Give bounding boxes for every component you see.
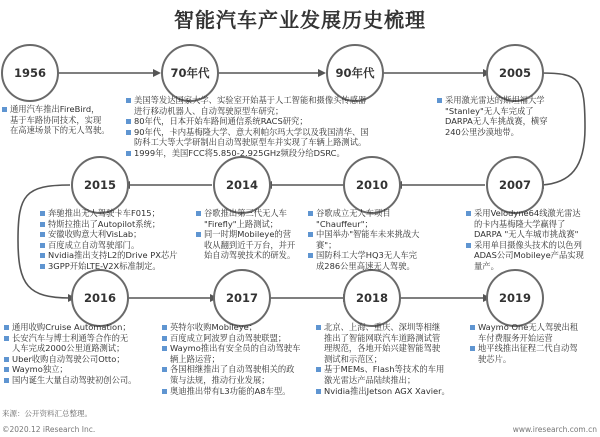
node-label: 90年代 [335, 66, 375, 80]
bullet-icon [4, 378, 9, 383]
list-item [308, 229, 419, 250]
list-item [4, 354, 136, 365]
node-text-2010 [308, 208, 419, 272]
list-item [470, 343, 578, 364]
node-label: 2015 [83, 178, 116, 192]
timeline-node-2018 [343, 269, 401, 327]
bullet-icon [466, 211, 471, 216]
node-label: 2014 [225, 178, 258, 192]
bullet-icon [40, 222, 45, 227]
list-item [4, 364, 136, 375]
item-text: 特斯拉推出了Autopilot系统； [48, 218, 161, 229]
node-label: 2016 [83, 291, 116, 305]
timeline-node-70s [161, 44, 219, 102]
item-text: 谷歌成立无人车项目 "Chauffeur"； [316, 208, 391, 229]
timeline-arrowhead [153, 69, 161, 77]
item-text: 通用收购Cruise Automation； [12, 322, 131, 332]
timeline-arrowhead [318, 69, 326, 77]
list-item [196, 229, 295, 261]
list-item [308, 250, 419, 271]
bullet-icon [470, 346, 475, 351]
item-text: 80年代，日本开始车路间通信系统RACS研究； [134, 116, 308, 127]
bullet-icon [316, 389, 321, 394]
item-text: 奥迪推出带有L3功能的A8车型。 [170, 385, 291, 396]
node-text-2016 [4, 322, 136, 386]
node-text-2005 [437, 95, 548, 137]
bullet-icon [40, 253, 45, 258]
bullet-icon [196, 211, 201, 216]
list-item [2, 104, 110, 136]
list-item [126, 148, 369, 159]
bullet-icon [4, 367, 9, 372]
item-text: 中国举办"智能车未来挑战大 赛"； [316, 229, 420, 250]
source-note: 来源：公开资料汇总整理。 [2, 409, 92, 418]
copyright-text: ©2020.12 iResearch Inc. [2, 425, 96, 434]
item-text: 通用汽车推出FireBird， 基于车路协同技术，实现 在高速场景下的无人驾驶。 [10, 104, 110, 136]
node-label: 1956 [13, 66, 46, 80]
item-text: 90年代，卡内基梅隆大学、意大利帕尔玛大学以及我国清华、国 防科工大等大学研制出自动驾驶原型车并实现了车辆上路测试。 [134, 126, 369, 148]
item-text: Uber收购自动驾驶公司Otto； [12, 353, 125, 364]
bullet-icon [308, 253, 313, 258]
bullet-icon [162, 336, 167, 341]
list-item [126, 127, 369, 148]
bullet-icon [126, 119, 131, 124]
bullet-icon [316, 325, 321, 330]
list-item [466, 208, 584, 240]
item-text: 国防科工大学HQ3无人车完 成286公里高速无人驾驶。 [316, 250, 418, 271]
item-text: 3GPP开始LTE-V2X标准制定。 [48, 260, 161, 271]
bullet-icon [4, 325, 9, 330]
item-text: 同一时期Mobileye的营 收从翻到近千万台，并开 始自动驾驶技术的研发。 [204, 229, 296, 261]
bullet-icon [308, 211, 313, 216]
bullet-icon [162, 325, 167, 330]
list-item [466, 240, 584, 272]
bullet-icon [126, 130, 131, 135]
list-item [316, 386, 450, 397]
bullet-icon [437, 98, 442, 103]
item-text: 安徽收购意大利VisLab； [48, 229, 142, 240]
node-label: 2017 [225, 291, 258, 305]
bullet-icon [40, 232, 45, 237]
bullet-icon [4, 357, 9, 362]
page-title: 智能汽车产业发展历史梳理 [174, 8, 426, 32]
timeline-node-2016 [71, 269, 129, 327]
item-text: 采用单目摄像头技术的以色列 ADAS公司Mobileye产品实现 量产。 [474, 239, 584, 271]
bullet-icon [308, 232, 313, 237]
list-item [40, 229, 178, 240]
item-text: 采用激光雷达的斯坦福大学 "Stanley"无人车完成了 DARPA无人车挑战赛，横穿 240公里沙漠地带。 [445, 95, 548, 137]
item-text: 百度成立自动驾驶部门。 [48, 239, 140, 250]
node-text-2018 [316, 322, 450, 396]
item-text: 1999年，美国FCC将5.850-2.925GHz频段分给DSRC。 [134, 147, 345, 158]
list-item [4, 333, 136, 354]
timeline-node-1956 [1, 44, 59, 102]
node-text-70s-90s [126, 95, 369, 159]
bullet-icon [2, 107, 7, 112]
list-item [4, 375, 136, 386]
list-item [40, 250, 178, 261]
item-text: 百度成立阿波罗自动驾驶联盟； [170, 332, 287, 343]
item-text: 北京、上海、重庆、深圳等相继 推出了智能网联汽车道路测试管 理规范，各地开始兴建智能驾驶 测试和示范区； [324, 322, 441, 364]
list-item [316, 322, 450, 364]
node-label: 2005 [498, 66, 531, 80]
item-text: 美国等发达国家大学、实验室开始基于人工智能和摄像头传感器 进行移动机器人、自动驾驶原型车研究； [134, 95, 367, 116]
list-item [126, 116, 369, 127]
item-text: Waymo One无人驾驶出租 车付费服务开始运营 [478, 322, 579, 343]
list-item [162, 333, 300, 344]
bullet-icon [162, 346, 167, 351]
item-text: 谷歌推出第三代无人车 "Firefly"上路测试； [204, 208, 287, 229]
item-text: 奔驰推出无人驾驶卡车F015； [48, 208, 160, 218]
list-item [162, 322, 300, 333]
bullet-icon [40, 211, 45, 216]
list-item [437, 95, 548, 137]
bullet-icon [196, 232, 201, 237]
bullet-icon [126, 151, 131, 156]
item-text: 基于MEMs、Flash等技术的车用 激光雷达产品陆续推出； [324, 364, 445, 385]
bullet-icon [466, 243, 471, 248]
bullet-icon [40, 243, 45, 248]
list-item [40, 240, 178, 251]
bullet-icon [316, 367, 321, 372]
bullet-icon [470, 325, 475, 330]
node-text-2007 [466, 208, 584, 272]
bullet-icon [40, 264, 45, 269]
item-text: Nvidia推出支持L2的Drive PX芯片 [48, 250, 178, 261]
timeline-node-2014 [213, 156, 271, 214]
node-label: 2018 [355, 291, 388, 305]
bullet-icon [162, 367, 167, 372]
item-text: Waymo独立； [12, 364, 68, 375]
list-item [162, 343, 300, 364]
item-text: 国内诞生大量自动驾驶初创公司。 [12, 374, 137, 385]
list-item [40, 208, 178, 219]
timeline-node-2019 [486, 269, 544, 327]
node-text-2015 [40, 208, 178, 272]
bullet-icon [4, 336, 9, 341]
timeline-node-2007 [486, 156, 544, 214]
website-link[interactable]: www.iresearch.com.cn [512, 425, 597, 434]
node-label: 2010 [355, 178, 388, 192]
item-text: Waymo推出有安全员的自动驾驶车 辆上路运营； [170, 343, 301, 364]
footer [0, 423, 600, 437]
node-text-2017 [162, 322, 300, 396]
bullet-icon [162, 389, 167, 394]
item-text: 长安汽车与博士利通等合作的无 人车完成2000公里道路测试； [12, 332, 129, 354]
timeline-node-2017 [213, 269, 271, 327]
list-item [308, 208, 419, 229]
timeline-node-90s [326, 44, 384, 102]
node-text-1956 [2, 104, 110, 136]
item-text: 英特尔收购Mobileye； [170, 322, 258, 332]
item-text: Nvidia推出Jetson AGX Xavier。 [324, 385, 450, 396]
list-item [316, 364, 450, 385]
node-label: 2019 [498, 291, 531, 305]
bullet-icon [126, 98, 131, 103]
node-text-2014 [196, 208, 295, 261]
list-item [196, 208, 295, 229]
list-item [40, 219, 178, 230]
timeline-node-2010 [343, 156, 401, 214]
list-item [470, 322, 578, 343]
list-item [4, 322, 136, 333]
node-text-2019 [470, 322, 578, 364]
timeline-node-2005 [486, 44, 544, 102]
node-label: 70年代 [170, 66, 210, 80]
item-text: 采用Velodyne64线激光雷达 的卡内基梅隆大学赢得了 DARPA "无人车城市挑战赛" [474, 208, 581, 240]
item-text: 各国相继推出了自动驾驶相关的政 策与法规，推动行业发展； [170, 364, 295, 385]
list-item [40, 261, 178, 272]
timeline-node-2015 [71, 156, 129, 214]
node-label: 2007 [498, 178, 531, 192]
list-item [162, 386, 300, 397]
item-text: 地平线推出征程二代自动驾 驶芯片。 [478, 343, 578, 364]
list-item [162, 364, 300, 385]
list-item [126, 95, 369, 116]
